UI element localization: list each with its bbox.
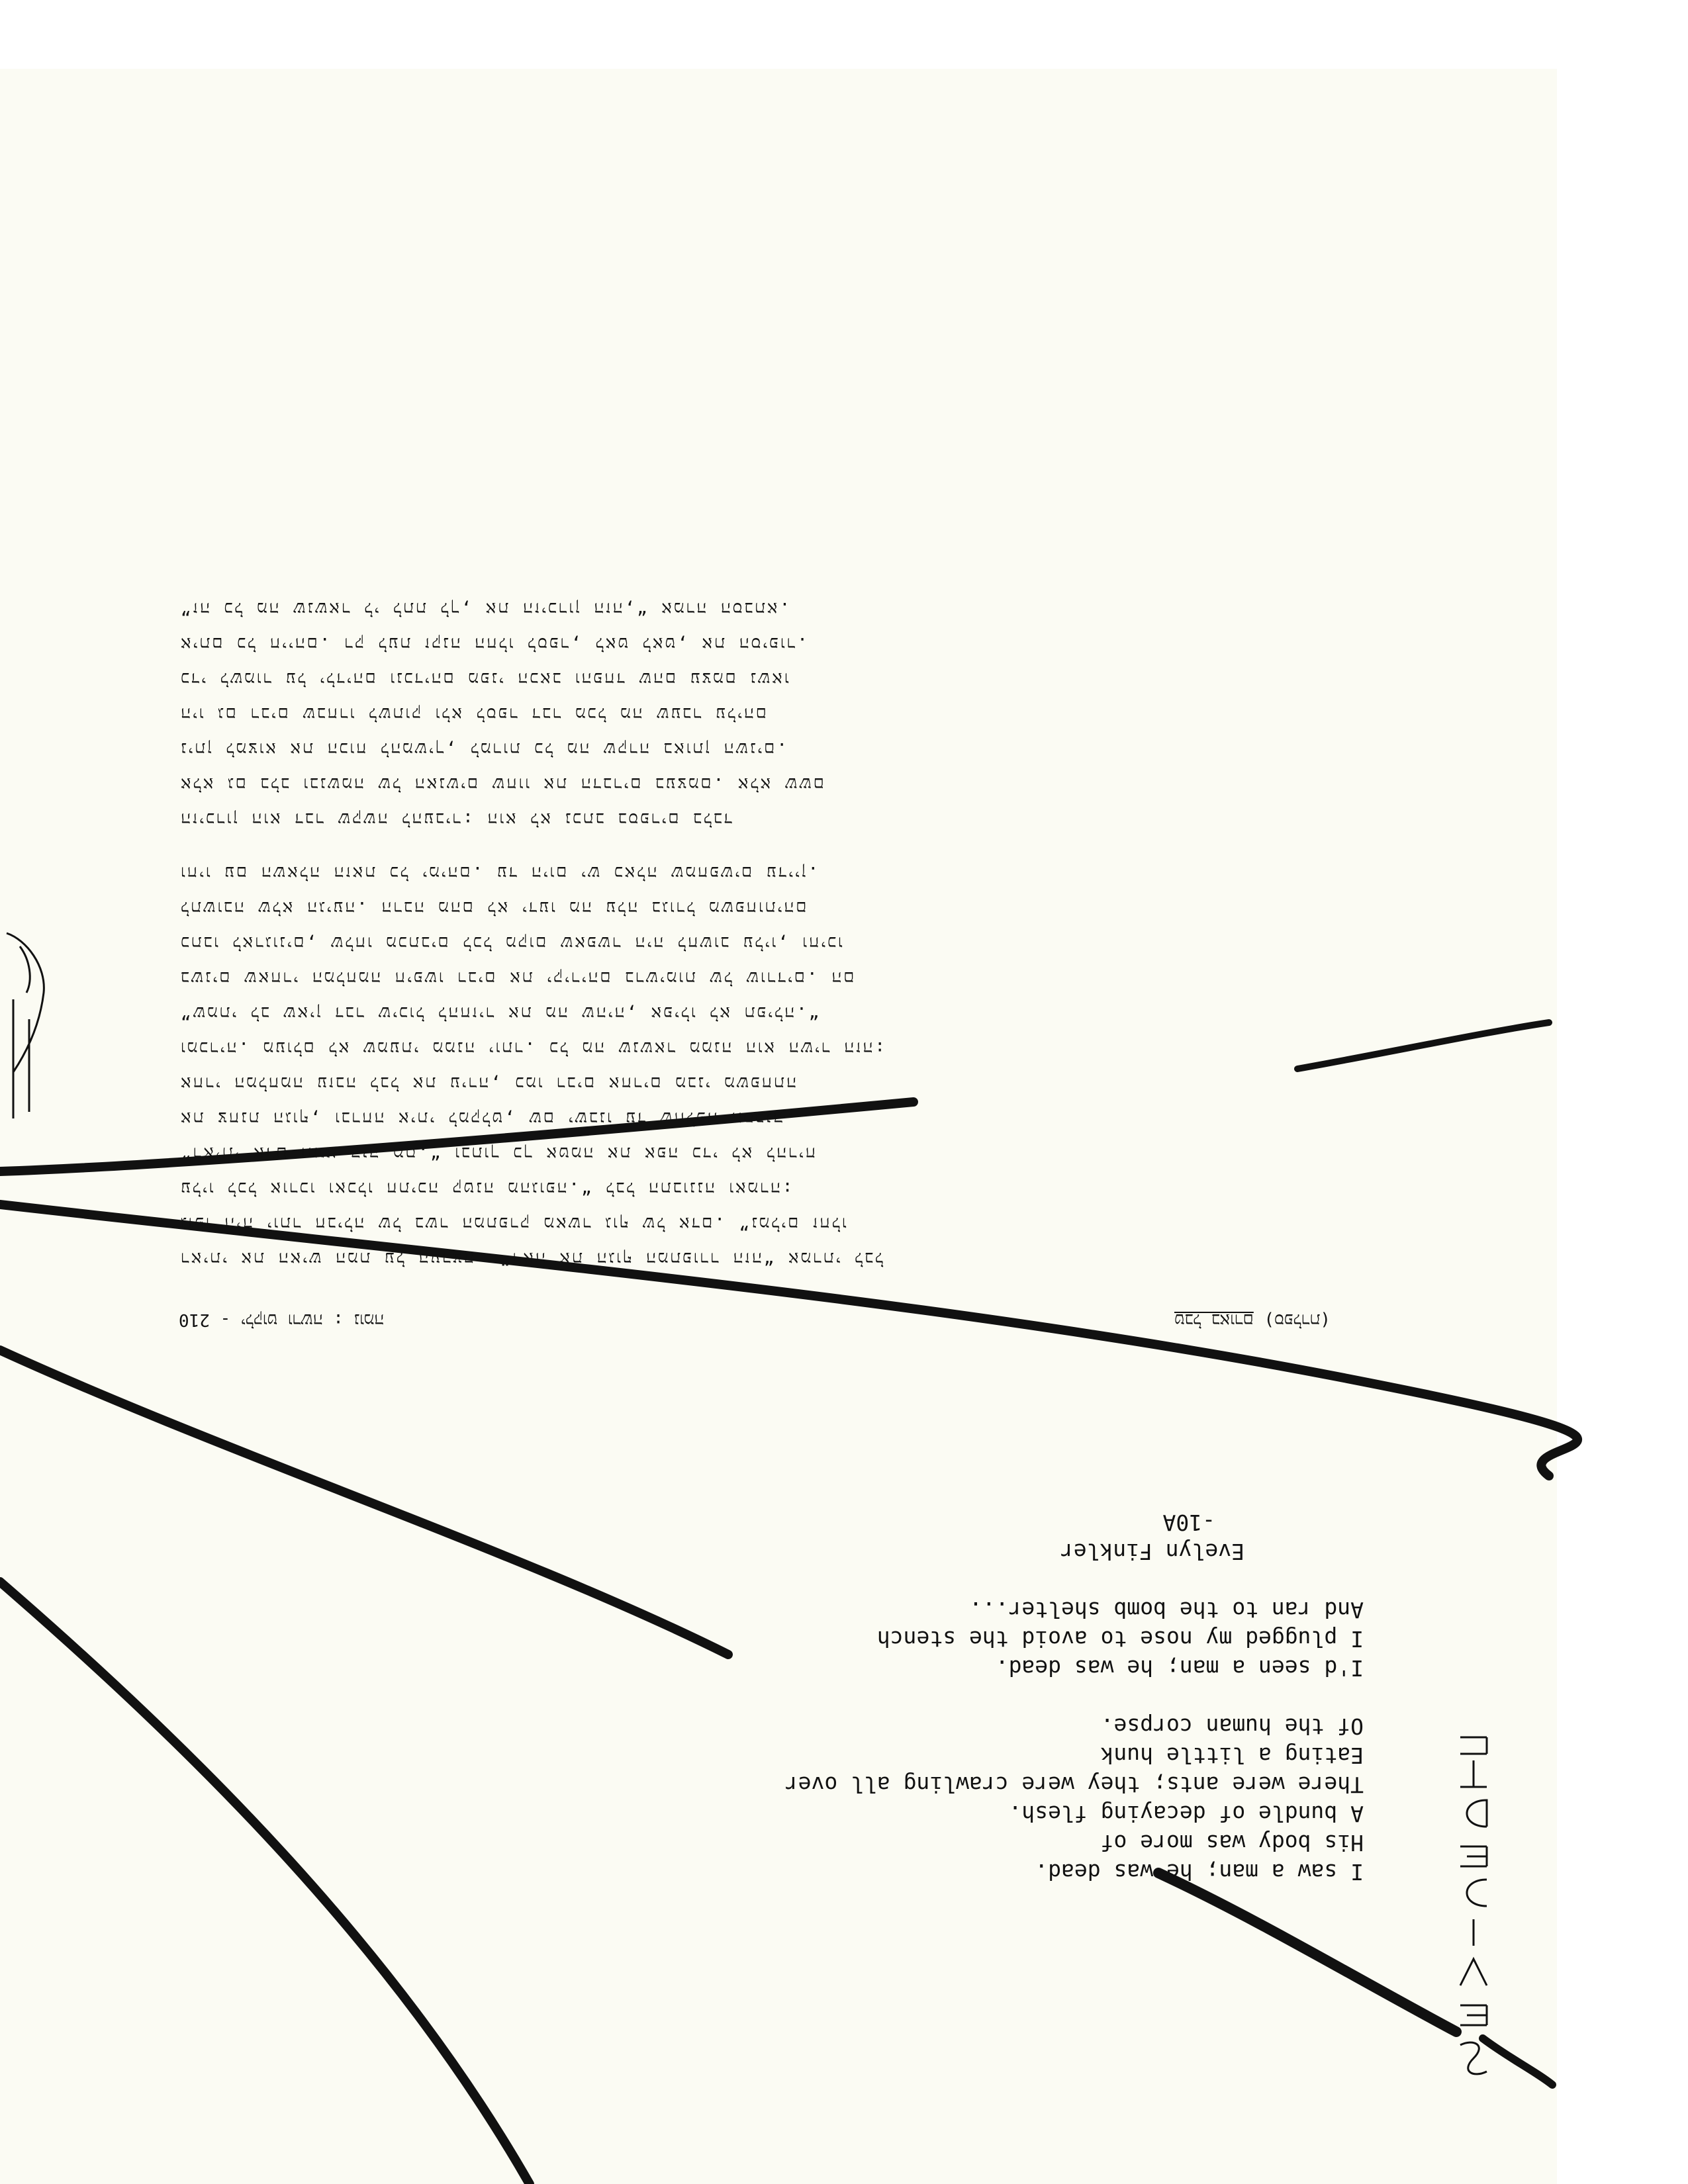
hebrew-line: ניתן למצוא את הכוח להמשיך, למרות כל מה שקרה באותן השנים. [179, 739, 788, 758]
hebrew-line: כדי לשמור על ילדיהם ונכדיהם מפני הכאב והפחד שהם עצמם נשאו [179, 668, 789, 688]
hebrew-line: אלא גם בלב ובנשמה של האנשים שחוו את הדברים בעצמם. אלא ששם [179, 774, 824, 794]
hebrew-title [1174, 1302, 1331, 1337]
hebrew-line: איתם כל חייהם. רק לעת זקנה החלו לספר, לאט לאט, את הסיפור. [179, 633, 808, 653]
hebrew-page-label: 210 - ילקוט ורשה : נומה [179, 1310, 385, 1330]
brush-stroke [0, 1582, 530, 2184]
hebrew-page-header [179, 1302, 1331, 1337]
artist-signature [1454, 1734, 1493, 2078]
poem-grade: -10A [1162, 1510, 1215, 1535]
hebrew-line: את צחנת הגוף, וברחה איתי למקלט, שם ישבנו עד שחלפה הסכנה. [179, 1108, 796, 1128]
poem-line: I saw a man; he was dead. [1035, 1859, 1364, 1885]
poem-line: Of the human corpse. [1100, 1713, 1364, 1739]
hebrew-line: לתשובה שלא הגיעה. הרבה מהם לא ידעו מה עלה בגורל משפחותיהם [179, 897, 807, 917]
hebrew-text-page [179, 199, 1331, 1337]
hebrew-line: ומכריה. מעולם לא שמעתי ממנה יותר. כל מה שנשאר ממנה הוא השיר הזה: [179, 1038, 886, 1058]
hebrew-line: ”זה כל מה שנשאר לי לתת לך, את הזיכרון הזה,“ אמרה הסבתא. [179, 598, 790, 618]
hebrew-title-paren: (ספלרת) [1264, 1310, 1331, 1330]
poem-line: His body was more of [1100, 1830, 1364, 1856]
hebrew-line: ”שמתי לב שאין דבר שיכול להחזיר את מה שהיה, אפילו לא תפילה.“ [179, 1003, 820, 1023]
brush-stroke [1297, 1023, 1549, 1069]
hebrew-line: הזיכרון הוא דבר שקשה להעביר: הוא לא נכתב בספרים בלבד [179, 809, 732, 829]
poem-line: I plugged my nose to avoid the stench [876, 1626, 1364, 1652]
hebrew-line: היו גם רבים שבחרו לשתוק ולא לספר דבר מכל מה שעבר עליהם [179, 704, 767, 723]
poem-author: Evelyn Finkler [1060, 1539, 1244, 1565]
poem-line: I'd seen a man; he was dead. [995, 1655, 1364, 1681]
hebrew-line: כתבו לארגונים, שלחו מכתבים לכל מקום שאפשר היה לחשוב עליו, וחיכו [179, 933, 843, 952]
hebrew-title-underlined: טבל באורם [1174, 1310, 1254, 1330]
hebrew-line: וחיו עם השאלה הזאת כל ימיהם. עד היום יש כאלה שמחפשים עדיין. [179, 862, 819, 882]
hebrew-line: ”ראיתי אדם והוא היה מת.“ ובתוך כך אטמה את אפה כדי לא להריח [179, 1143, 816, 1163]
hebrew-line: גופו היה יותר חבילה של בשר המתפרק מאשר גוף של אדם. ”נמלים זחלו [179, 1213, 847, 1233]
poem-line: A bundle of decaying flesh. [1008, 1801, 1364, 1827]
left-margin-marks [0, 920, 53, 1132]
poem-line: And ran to the bomb shelter... [968, 1597, 1364, 1623]
hebrew-line: בשנים שאחרי המלחמה חיפשו רבים את יקיריהם ברשימות של שורדים. הם [179, 968, 855, 987]
hebrew-line: ראיתי את האיש המת על הערצה. ”ראה את הגוף המתפורר הזה“ אמרתי לבל [179, 1248, 883, 1268]
poem-signature [596, 1508, 1364, 1566]
hebrew-line: עליו לכל אורכו ואכלו חתיכה קטנה מהגופה.“ לבל התבוננה ואמרה: [179, 1178, 793, 1198]
poem-line: Eating a little hunk [1100, 1743, 1364, 1768]
brush-stroke [1158, 1873, 1456, 2032]
english-poem [596, 1436, 1364, 1886]
hebrew-line: אחרי המלחמה עזבה לבל את עירה, כמו רבים אחרים מבני משפחתה [179, 1073, 796, 1093]
poem-line: There were ants; they were crawling all over [784, 1772, 1364, 1797]
